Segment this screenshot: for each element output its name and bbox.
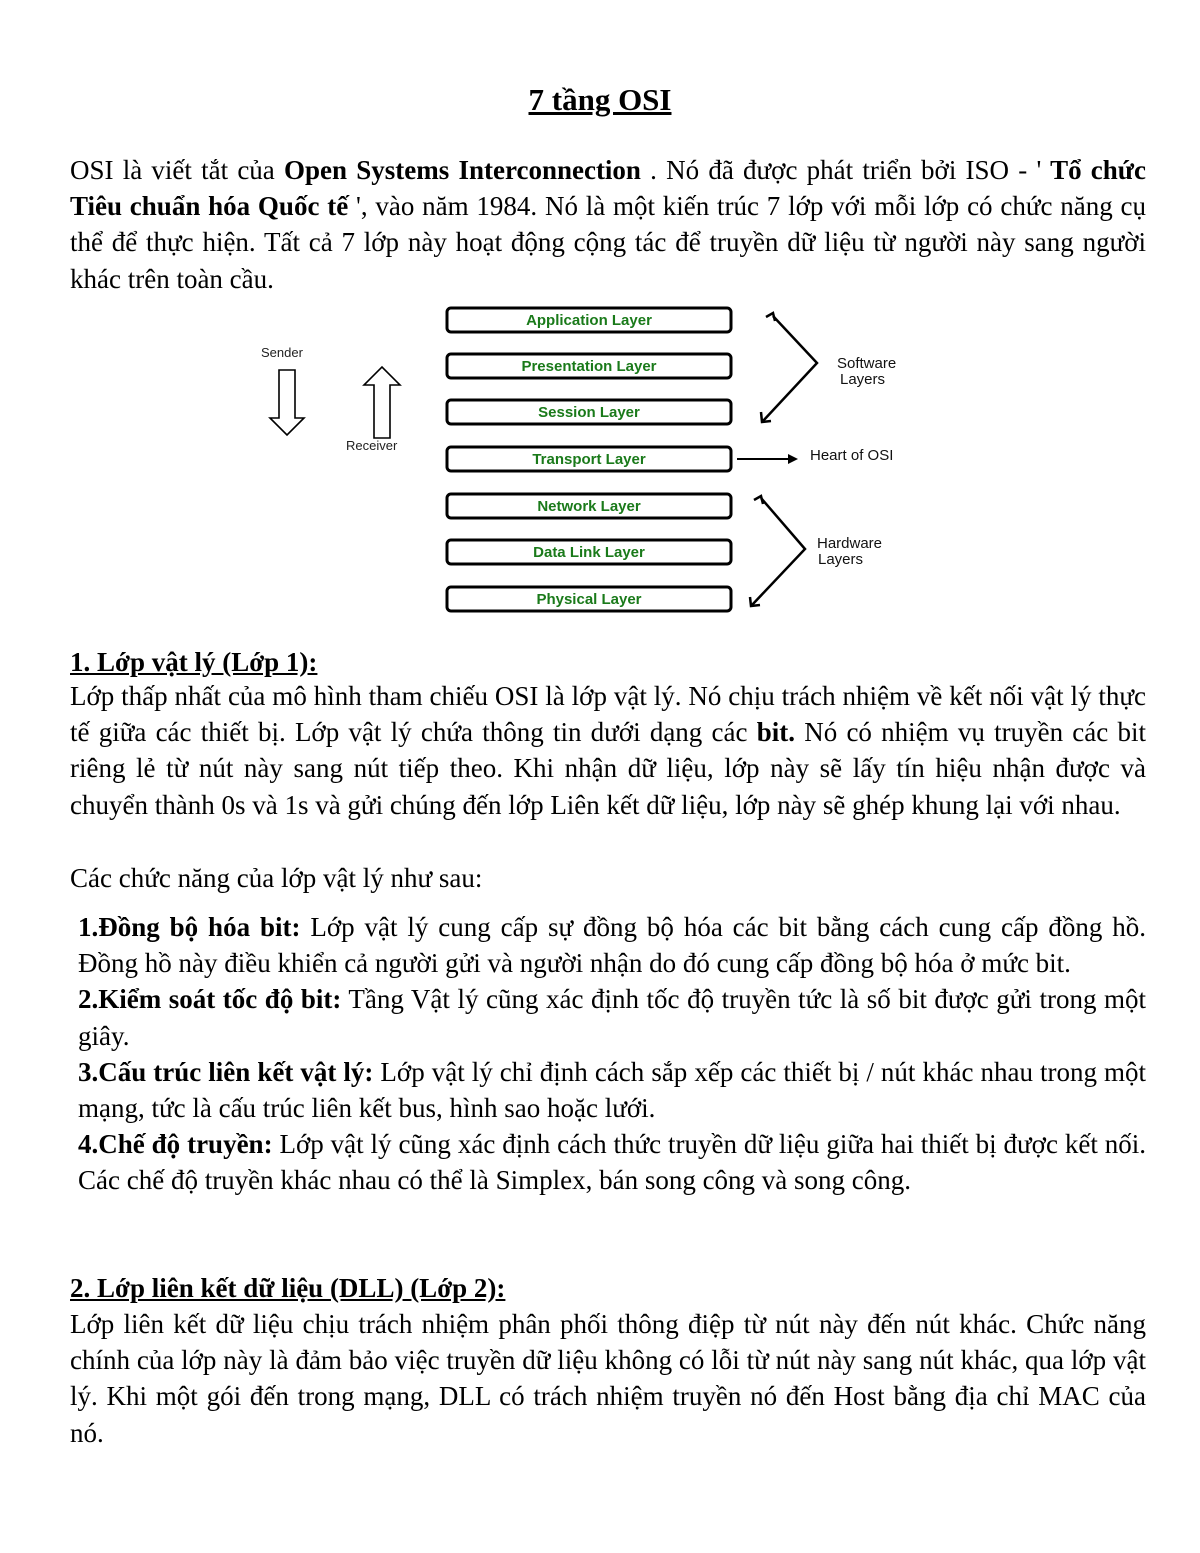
list-item-text: Lớp vật lý chỉ định cách sắp xếp các thiết bị / nút khác nhau trong một mạng, tức là cấu trúc liên kết bus, hình sao hoặc lưới.: [78, 1056, 1147, 1124]
section2-heading: 2. Lớp liên kết dữ liệu (DLL) (Lớp 2):: [70, 1273, 506, 1303]
list-item-label: 1.Đồng bộ hóa bit:: [78, 912, 301, 942]
software-label-line2: Layers: [840, 371, 886, 388]
heart-arrow-icon: [737, 454, 798, 464]
layer-box-physical: [447, 587, 731, 611]
layer-label-datalink: Data Link Layer: [533, 544, 645, 561]
layer-label-physical: Physical Layer: [536, 591, 642, 608]
heart-of-osi-label: Heart of OSI: [810, 447, 894, 464]
intro-text-2: . Nó đã được phát triển bởi ISO - ': [640, 155, 1042, 185]
receiver-up-arrow-icon: [364, 367, 400, 438]
layer-box-session: [447, 400, 731, 424]
layer-label-presentation: Presentation Layer: [521, 358, 657, 375]
section1-bold-bit: bit.: [756, 717, 795, 748]
hardware-label-line1: Hardware: [817, 535, 883, 552]
section1-functions-intro: Các chức năng của lớp vật lý như sau:: [70, 863, 483, 893]
layer-box-datalink: [447, 540, 731, 564]
section1-paragraph: [70, 678, 1146, 823]
list-item-text: Lớp vật lý cung cấp sự đồng bộ hóa các bit bằng cách cung cấp đồng hồ. Đồng hồ này điều khiển cả người gửi và người nhận do đó cung cấp đồng bộ hóa ở mức bit.: [78, 912, 1146, 979]
layer-box-presentation: [447, 354, 731, 378]
intro-paragraph: [70, 152, 1146, 297]
receiver-label: Receiver: [346, 438, 398, 453]
hardware-bracket-icon: [750, 496, 805, 606]
layer-boxes: [447, 308, 731, 611]
layer-label-network: Network Layer: [537, 498, 641, 515]
list-item: [78, 909, 1146, 981]
list-item: [78, 1126, 1146, 1198]
intro-text-3: ', vào năm 1984. Nó là một kiến trúc 7 lớp với mỗi lớp có chức năng cụ thể để thực hiện. Tất cả 7 lớp này hoạt động cộng tác để truyền dữ liệu từ người này sang người khác trên toàn cầu.: [70, 191, 1146, 294]
intro-text-1: OSI là viết tắt của: [70, 155, 285, 185]
list-item-label: 2.Kiểm soát tốc độ bit:: [78, 984, 342, 1015]
software-bracket-icon: [761, 313, 817, 422]
layer-box-transport: [447, 447, 731, 471]
layer-box-application: [447, 308, 731, 332]
section1-text-a: Lớp thấp nhất của mô hình tham chiếu OSI là lớp vật lý. Nó chịu trách nhiệm về kết nối vật lý thực tế giữa các thiết bị. Lớp vật lý chứa thông tin dưới dạng các: [70, 681, 1146, 748]
section1-function-list: [78, 909, 1146, 1199]
list-item-text: Tầng Vật lý cũng xác định tốc độ truyền tức là số bit được gửi trong một giây.: [78, 984, 1146, 1051]
hardware-label-line2: Layers: [818, 551, 864, 568]
list-item-label: 3.Cấu trúc liên kết vật lý:: [78, 1056, 374, 1087]
sender-down-arrow-icon: [270, 370, 304, 435]
software-label-line1: Software: [837, 355, 897, 372]
page-title: 7 tầng OSI: [528, 82, 672, 117]
section2-paragraph: Lớp liên kết dữ liệu chịu trách nhiệm phân phối thông điệp từ nút này đến nút khác. Chức năng chính của lớp này là đảm bảo việc truyền dữ liệu không có lỗi từ nút này sang nút khác, qua lớp vật lý. Khi một gói đến trong mạng, DLL có trách nhiệm truyền nó đến Host bằng địa chỉ MAC của nó.: [70, 1309, 1146, 1448]
layer-label-session: Session Layer: [538, 404, 640, 421]
osi-diagram: [250, 300, 970, 620]
layer-box-network: [447, 494, 731, 518]
list-item-label: 4.Chế độ truyền:: [78, 1129, 273, 1160]
layer-label-application: Application Layer: [526, 312, 652, 329]
intro-bold-iso: Tổ chức Tiêu chuẩn hóa Quốc tế: [70, 155, 1146, 222]
list-item-text: Lớp vật lý cũng xác định cách thức truyền dữ liệu giữa hai thiết bị được kết nối. Các chế độ truyền khác nhau có thể là Simplex, bán song công và song công.: [78, 1129, 1146, 1196]
intro-bold-osi: Open Systems Interconnection: [284, 155, 641, 185]
layer-label-transport: Transport Layer: [532, 451, 646, 468]
list-item: [78, 1054, 1146, 1126]
section1-heading: 1. Lớp vật lý (Lớp 1):: [70, 647, 318, 677]
sender-label: Sender: [261, 345, 303, 360]
list-item: [78, 981, 1146, 1053]
section1-text-c: Nó có nhiệm vụ truyền các bit riêng lẻ từ nút này sang nút tiếp theo. Khi nhận dữ liệu, lớp này sẽ lấy tín hiệu nhận được và chuyển thành 0s và 1s và gửi chúng đến lớp Liên kết dữ liệu, lớp này sẽ ghép khung lại với nhau.: [70, 717, 1146, 820]
